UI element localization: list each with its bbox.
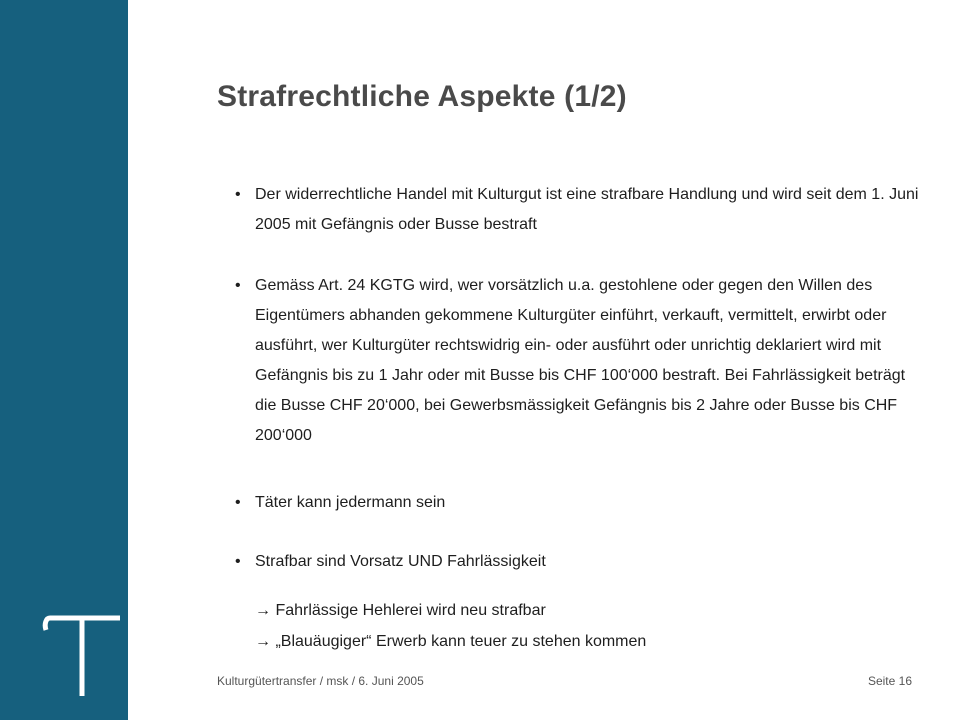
arrow-note: → „Blauäugiger“ Erwerb kann teuer zu stehen kommen: [255, 633, 647, 650]
bullet-dot: •: [235, 553, 241, 570]
page-number: Seite 16: [867, 674, 912, 688]
bullet-dot: •: [235, 186, 241, 203]
bullet-text: Strafbar sind Vorsatz UND Fahrlässigkeit: [255, 553, 546, 570]
bullet-dot: •: [235, 277, 241, 294]
bullet-item: [235, 488, 925, 518]
sidebar-band: [0, 0, 128, 720]
arrow-note: → Fahrlässige Hehlerei wird neu strafbar: [255, 602, 546, 619]
bullet-item: [235, 180, 925, 240]
footer-info: Kulturgütertransfer / msk / 6. Juni 2005: [217, 674, 424, 688]
bullet-text: Täter kann jedermann sein: [255, 494, 446, 511]
slide-title: Strafrechtliche Aspekte (1/2): [217, 80, 627, 113]
bullet-dot: •: [235, 494, 241, 511]
bullet-text: Gemäss Art. 24 KGTG wird, wer vorsätzlich u.a. gestohlene oder gegen den Willen des Eigentümers abhanden gekommene Kulturgüter einführt, verkauft, vermittelt, erwirbt oder ausführt, wer Kulturgüter rechtswidrig ein- oder ausführt oder unrichtig deklariert wird mit Gefängnis bis zu 1 Jahr oder mit Busse bis CHF 100‘000 bestraft. Bei Fahrlässigkeit beträgt die Busse CHF 20‘000, bei Gewerbsmässigkeit Gefängnis bis 2 Jahre oder Busse bis CHF 200‘000: [255, 277, 910, 444]
bullet-item: [235, 271, 925, 451]
tau-logo-icon: [42, 604, 122, 700]
bullet-item: [235, 547, 925, 577]
bullet-text: Der widerrechtliche Handel mit Kulturgut ist eine strafbare Handlung und wird seit dem 1. Juni 2005 mit Gefängnis oder Busse bestraft: [255, 186, 919, 233]
